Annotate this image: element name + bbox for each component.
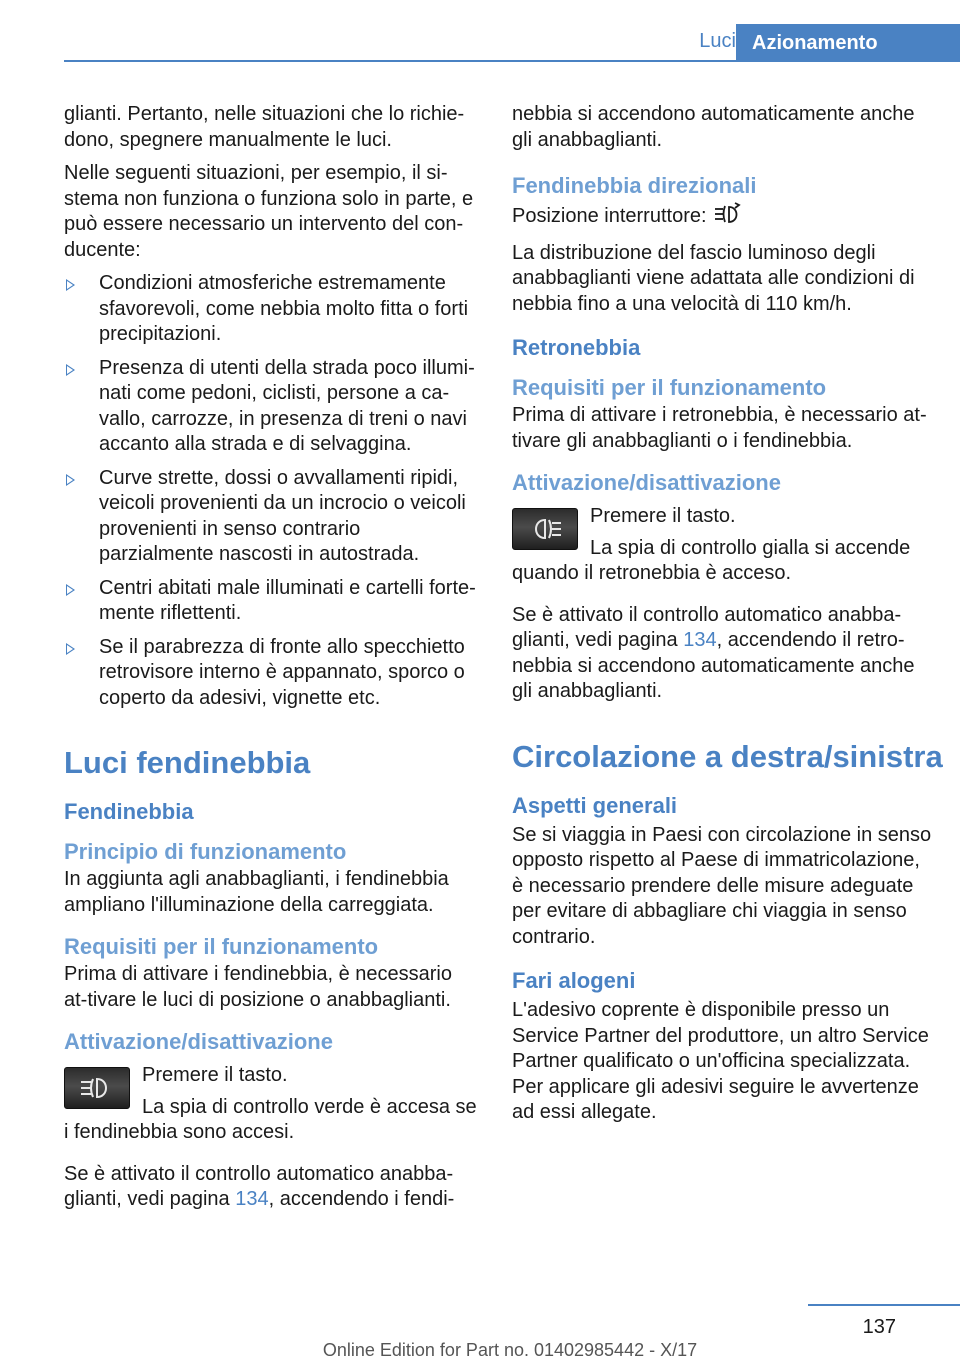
switch-position-text: Posizione interruttore: <box>512 201 932 233</box>
page-number: 137 <box>862 1316 896 1338</box>
page-link-134[interactable]: 134 <box>683 629 717 651</box>
heading-activation-rear: Attivazione/disattivazione <box>512 470 781 495</box>
paragraph: Se si viaggia in Paesi con circolazione in senso opposto rispetto al Paese di immatricolazione, è necessario prendere delle misure adeguate per evitare di abbagliare chi viaggia in senso contrario. <box>512 823 932 948</box>
heading-requirements-rear: Requisiti per il funzionamento <box>512 375 827 400</box>
section-title-luci-fendinebbia: Luci fendinebbia <box>64 745 311 780</box>
paragraph: La distribuzione del fascio luminoso degli anabbaglianti viene adattata alle condizioni di nebbia fino a una velocità di 110 km/h. <box>512 241 915 315</box>
header-section-azionamento[interactable]: Azionamento <box>736 24 960 62</box>
list-item: Curve strette, dossi o avvallamenti ripidi, veicoli provenienti da un incrocio o veicoli provenienti in senso contrario parzialmente nascosti in autostrada. <box>64 466 480 568</box>
triangle-bullet-icon <box>66 364 75 376</box>
indicator-text: La spia di controllo gialla si accende quando il retronebbia è acceso. <box>512 536 911 584</box>
page-header <box>64 24 960 62</box>
rear-fog-light-button-icon <box>512 508 578 550</box>
section-title-circolazione: Circolazione a destra/sinistra <box>512 738 943 774</box>
heading-activation: Attivazione/disattivazione <box>64 1029 333 1054</box>
paragraph: Prima di attivare i retronebbia, è necessario at-tivare gli anabbaglianti o i fendinebbia. <box>512 404 927 452</box>
triangle-bullet-icon <box>66 584 75 596</box>
heading-requirements: Requisiti per il funzionamento <box>64 934 379 959</box>
right-column <box>512 102 943 1134</box>
directional-fog-switch-icon <box>713 201 747 233</box>
paragraph: Nelle seguenti situazioni, per esempio, il si-stema non funziona o funziona solo in parte, e può essere necessario un intervento del con-ducente: <box>64 162 474 261</box>
subsection-title-fari-alogeni: Fari alogeni <box>512 968 636 993</box>
footer-rule <box>808 1304 960 1306</box>
paragraph: L'adesivo coprente è disponibile presso un Service Partner del produttore, un altro Service Partner qualificato o un'officina specializzata. Per applicare gli adesivi seguire le avvertenze ad essi allegate. <box>512 999 929 1123</box>
list-item: Se il parabrezza di fronte allo specchietto retrovisore interno è appannato, sporco o coperto da adesivi, vignette etc. <box>64 635 480 712</box>
list-item: Condizioni atmosferiche estremamente sfavorevoli, come nebbia molto fitta o forti precipitazioni. <box>64 271 480 348</box>
bullet-list <box>64 271 480 711</box>
list-item: Presenza di utenti della strada poco illumi-nati come pedoni, ciclisti, persone a ca-vallo, carrozze, in presenza di treni o navi accanto alla strada e di selvaggina. <box>64 356 480 458</box>
subsection-title-fendinebbia: Fendinebbia <box>64 799 194 824</box>
heading-directional-fog: Fendinebbia direzionali <box>512 173 757 198</box>
paragraph-auto-control-rear: Se è attivato il controllo automatico anabba-glianti, vedi pagina 134, accendendo il retro-nebbia si accendono automaticamente anche gli anabbaglianti. <box>512 603 915 702</box>
list-item: Centri abitati male illuminati e cartelli forte-mente riflettenti. <box>64 576 480 627</box>
press-button-text: Premere il tasto. <box>142 1064 288 1086</box>
page-link-134[interactable]: 134 <box>235 1188 269 1210</box>
edition-footer: Online Edition for Part no. 01402985442 - X/17 <box>322 1340 698 1360</box>
triangle-bullet-icon <box>66 643 75 655</box>
press-button-text: Premere il tasto. <box>590 505 736 527</box>
header-section-luci[interactable]: Luci <box>699 30 736 52</box>
front-fog-light-button-icon <box>64 1067 130 1109</box>
heading-principle: Principio di funzionamento <box>64 839 347 864</box>
subsection-title-retronebbia: Retronebbia <box>512 335 641 360</box>
indicator-text: La spia di controllo verde è accesa se i fendinebbia sono accesi. <box>64 1095 477 1143</box>
paragraph: glianti. Pertanto, nelle situazioni che lo richie-dono, spegnere manualmente le luci. <box>64 103 465 151</box>
triangle-bullet-icon <box>66 474 75 486</box>
paragraph: nebbia si accendono automaticamente anche gli anabbaglianti. <box>512 103 915 151</box>
subsection-title-aspetti-generali: Aspetti generali <box>512 792 678 818</box>
paragraph: Prima di attivare i fendinebbia, è necessario at-tivare le luci di posizione o anabbaglianti. <box>64 963 452 1011</box>
left-column <box>64 102 480 1221</box>
paragraph-auto-control: Se è attivato il controllo automatico anabba-glianti, vedi pagina 134, accendendo i fendi- <box>64 1162 455 1210</box>
fog-light-button-row <box>64 1063 480 1146</box>
header-rule <box>64 60 960 62</box>
rear-fog-button-row <box>512 504 932 587</box>
triangle-bullet-icon <box>66 279 75 291</box>
paragraph: In aggiunta agli anabbaglianti, i fendinebbia ampliano l'illuminazione della carreggiata. <box>64 868 449 916</box>
